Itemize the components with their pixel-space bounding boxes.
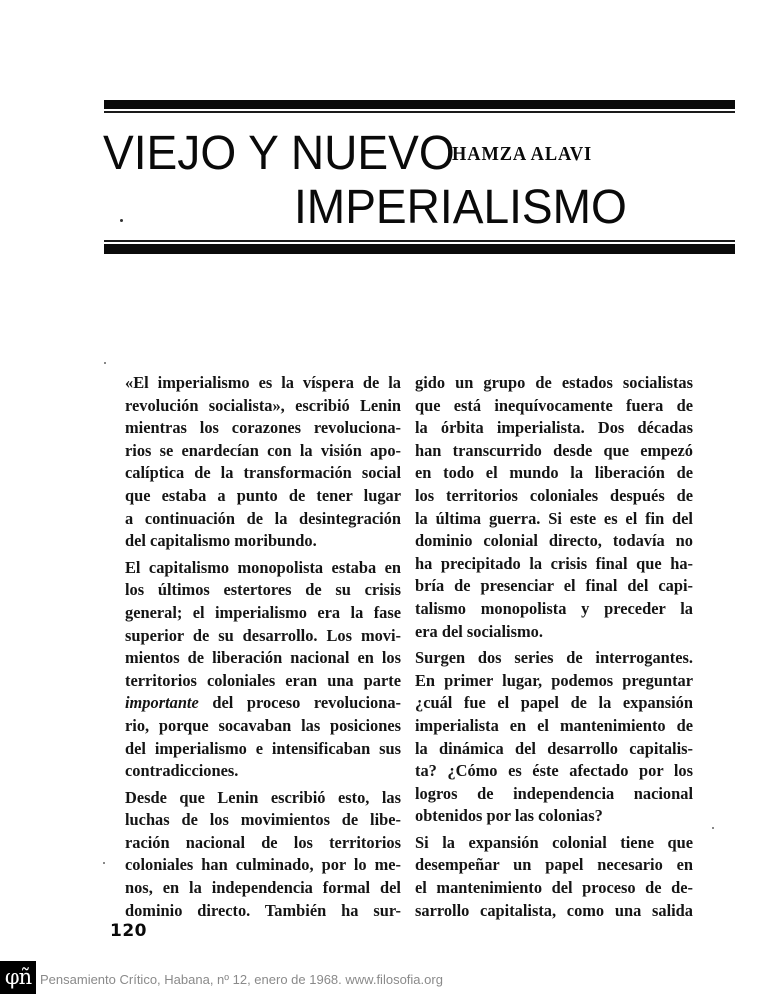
text-line: que está inequívocamente fuera de <box>415 395 693 415</box>
text-line: la órbita imperialista. Dos décadas <box>415 418 693 438</box>
text-line: En primer lugar, podemos preguntar <box>415 670 693 690</box>
text-line: los territorios coloniales después de <box>415 485 693 505</box>
text-line: bría de presenciar el final del capi- <box>415 576 693 596</box>
stray-mark <box>712 827 714 829</box>
text-line: talismo monopolista y preceder la <box>415 598 693 618</box>
text-line: era del socialismo. <box>415 621 543 641</box>
stray-mark <box>103 862 105 864</box>
text-line: superior de su desarrollo. Los movi- <box>125 625 401 645</box>
text-line: ¿cuál fue el papel de la expansión <box>415 693 693 713</box>
paragraph <box>415 647 693 828</box>
text-line: en todo el mundo la liberación de <box>415 463 693 483</box>
text-line: ración nacional de los territorios <box>125 832 401 852</box>
text-line: general; el imperialismo era la fase <box>125 602 401 622</box>
text-line: del imperialismo e intensificaban sus <box>125 738 401 758</box>
text-line: Surgen dos series de interrogantes. <box>415 648 693 668</box>
text-line: los últimos estertores de su crisis <box>125 580 401 600</box>
text-line: luchas de los movimientos de libe- <box>125 810 401 830</box>
text-line: la dinámica del desarrollo capitalis- <box>415 738 693 758</box>
text-line: mientras los corazones revoluciona- <box>125 418 401 438</box>
text-line: coloniales han culminado, por lo me- <box>125 855 401 875</box>
paragraph <box>125 372 401 553</box>
stray-mark <box>104 362 106 364</box>
header-rule-bottom <box>104 240 735 255</box>
rule-thick-bar <box>104 100 735 109</box>
text-line: logros de independencia nacional <box>415 783 693 803</box>
text-line: revolución socialista», escribió Lenin <box>125 395 401 415</box>
text-line: ha precipitado la crisis final que ha- <box>415 553 693 573</box>
text-line: imperialista en el mantenimiento de <box>415 715 693 735</box>
text-line: sarrollo capitalista, como una salida <box>415 900 693 920</box>
text-line: que estaba a punto de tener lugar <box>125 485 401 505</box>
article-title-line-1: VIEJO Y NUEVO <box>103 127 455 180</box>
text-line: rio, porque socavaban las posiciones <box>125 715 401 735</box>
article-author: HAMZA ALAVI <box>452 143 593 165</box>
rule-thick-bar <box>104 244 735 254</box>
stray-dot <box>120 219 123 222</box>
text-line: contradicciones. <box>125 761 239 781</box>
text-line: mientos de liberación nacional en los <box>125 648 401 668</box>
text-line: gido un grupo de estados socialistas <box>415 373 693 392</box>
filosofia-logo-icon: φñ <box>0 961 36 994</box>
page-number: 120 <box>110 921 147 941</box>
text-line: dominio colonial directo, todavía no <box>415 531 693 551</box>
text-line: ta? ¿Cómo es éste afectado por los <box>415 761 693 781</box>
paragraph <box>125 787 401 923</box>
text-line: calíptica de la transformación social <box>125 463 401 483</box>
text-line: importante del proceso revoluciona- <box>125 693 401 713</box>
text-line: Desde que Lenin escribió esto, las <box>125 787 401 807</box>
text-line: del capitalismo moribundo. <box>125 531 317 551</box>
header-rule-top <box>104 100 735 114</box>
paragraph <box>415 832 693 922</box>
text-line: «El imperialismo es la víspera de la <box>125 373 401 392</box>
text-line: El capitalismo monopolista estaba en <box>125 557 401 577</box>
text-line: territorios coloniales eran una parte <box>125 670 401 690</box>
body-column-right <box>415 372 693 922</box>
text-line: han transcurrido desde que empezó <box>415 440 693 460</box>
text-line: nos, en la independencia formal del <box>125 878 401 898</box>
text-line: el mantenimiento del proceso de de- <box>415 878 693 898</box>
rule-thin-line <box>104 111 735 113</box>
body-column-left <box>125 372 401 922</box>
text-line: a continuación de la desintegración <box>125 508 401 528</box>
paragraph <box>415 372 693 643</box>
text-line: dominio directo. También ha sur- <box>125 900 401 920</box>
paragraph <box>125 557 401 783</box>
text-line: Si la expansión colonial tiene que <box>415 832 693 852</box>
rule-thin-line <box>104 240 735 242</box>
footer-citation: Pensamiento Crítico, Habana, nº 12, enero de 1968. www.filosofia.org <box>40 972 443 987</box>
text-line: desempeñar un papel necesario en <box>415 855 693 875</box>
text-line: obtenidos por las colonias? <box>415 806 603 826</box>
text-line: la última guerra. Si este es el fin del <box>415 508 693 528</box>
text-line: rios se enardecían con la visión apo- <box>125 440 401 460</box>
article-title-line-2: IMPERIALISMO <box>294 181 627 234</box>
